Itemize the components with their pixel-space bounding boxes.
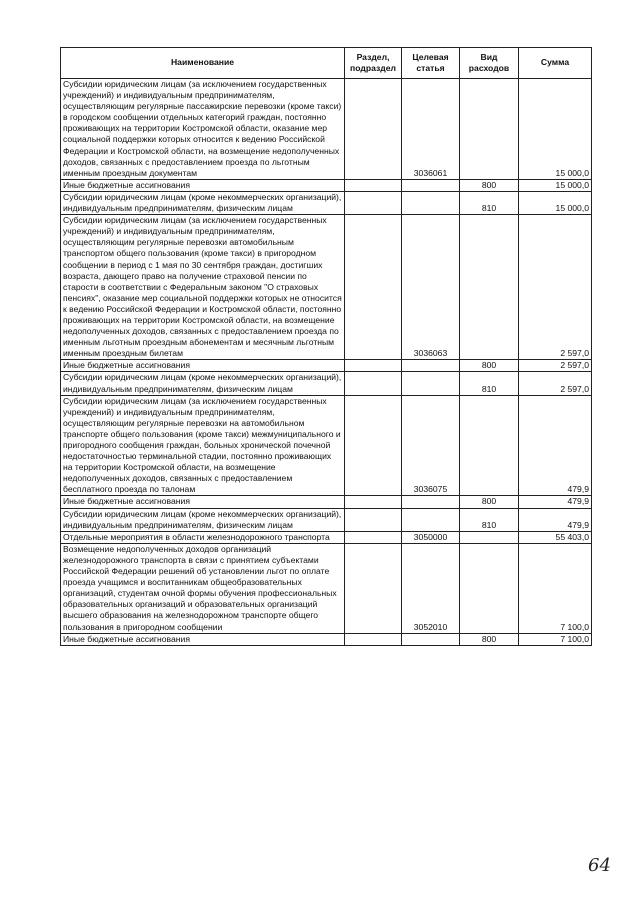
row-name: Иные бюджетные ассигнования: [61, 496, 345, 508]
row-section: [345, 179, 402, 191]
row-type: 800: [460, 633, 519, 645]
row-name: Субсидии юридическим лицам (за исключением государственных учреждений) и индивидуальным предпринимателям, осуществляющим регулярные перевозки на автомобильном транспорте общего пользования (кроме такси) межмуниципального и пригородного сообщения граждан, больных хронической почечной недостаточностью терминальной стадии, постоянно проживающих на территории Костромской области, на возмещение недополученных доходов, связанных с предоставлением бесплатного проезда по талонам: [61, 395, 345, 496]
row-type: [460, 543, 519, 633]
row-name: Субсидии юридическим лицам (кроме некоммерческих организаций), индивидуальным предпринимателям, физическим лицам: [61, 191, 345, 214]
table-row: [61, 179, 592, 191]
row-type: [460, 531, 519, 543]
row-type: 800: [460, 179, 519, 191]
row-section: [345, 215, 402, 360]
table-row: [61, 372, 592, 395]
row-section: [345, 395, 402, 496]
row-sum: 7 100,0: [519, 543, 592, 633]
row-name: Субсидии юридическим лицам (за исключением государственных учреждений) и индивидуальным предпринимателям, осуществляющим регулярные перевозки автомобильным транспортом общего пользования (кроме такси) в пригородном сообщении в период с 1 мая по 30 сентября граждан, достигших возраста, дающего право на получение страховой пенсии по старости в соответствии с Федеральным законом "О страховых пенсиях", оказание мер социальной поддержки которых не относится к ведению Российской Федерации и Костромской области, постоянно проживающих на территории Костромской области, на возмещение недополученных доходов, связанных с предоставлением проезда по именным льготным проездным абонементам и месячным льготным именным проездным билетам: [61, 215, 345, 360]
row-type: 800: [460, 496, 519, 508]
row-type: 810: [460, 191, 519, 214]
row-target: 3052010: [402, 543, 460, 633]
row-name: Возмещение недополученных доходов организаций железнодорожного транспорта в связи с принятием субъектами Российской Федерации решений об установлении льгот по оплате проезда учащимся и воспитанникам общеобразовательных организаций, студентам очной формы обучения профессиональных образовательных организаций и образовательных организаций высшего образования на железнодорожном транспорте общего пользования в пригородном сообщении: [61, 543, 345, 633]
header-name: Наименование: [61, 48, 345, 79]
table-row: [61, 531, 592, 543]
row-name: Иные бюджетные ассигнования: [61, 633, 345, 645]
row-section: [345, 496, 402, 508]
table-header-row: [61, 48, 592, 79]
row-sum: 7 100,0: [519, 633, 592, 645]
row-target: [402, 179, 460, 191]
row-target: [402, 372, 460, 395]
row-section: [345, 360, 402, 372]
table-row: [61, 508, 592, 531]
table-row: [61, 395, 592, 496]
row-type: [460, 395, 519, 496]
table-row: [61, 191, 592, 214]
header-target: Целевая статья: [402, 48, 460, 79]
row-name: Иные бюджетные ассигнования: [61, 360, 345, 372]
row-name: Иные бюджетные ассигнования: [61, 179, 345, 191]
row-target: [402, 496, 460, 508]
row-name: Субсидии юридическим лицам (кроме некоммерческих организаций), индивидуальным предпринимателям, физическим лицам: [61, 508, 345, 531]
row-target: [402, 191, 460, 214]
row-sum: 15 000,0: [519, 191, 592, 214]
row-name: Субсидии юридическим лицам (за исключением государственных учреждений) и индивидуальным предпринимателям, осуществляющим регулярные пассажирские перевозки (кроме такси) в городском сообщении отдельных категорий граждан, постоянно проживающих на территории Костромской области, оказание мер социальной поддержки которых относится к ведению Российской Федерации и Костромской области, на возмещение недополученных доходов, связанных с предоставлением проезда по льготным именным проездным документам: [61, 79, 345, 180]
header-sum: Сумма: [519, 48, 592, 79]
row-target: 3036075: [402, 395, 460, 496]
row-section: [345, 543, 402, 633]
row-section: [345, 372, 402, 395]
row-type: [460, 79, 519, 180]
row-sum: 15 000,0: [519, 179, 592, 191]
row-sum: 2 597,0: [519, 215, 592, 360]
page-number: 64: [588, 855, 611, 876]
table-row: [61, 633, 592, 645]
row-type: 800: [460, 360, 519, 372]
row-sum: 479,9: [519, 508, 592, 531]
row-target: [402, 633, 460, 645]
header-type: Вид расходов: [460, 48, 519, 79]
table-row: [61, 360, 592, 372]
table-row: [61, 496, 592, 508]
row-sum: 2 597,0: [519, 372, 592, 395]
row-sum: 2 597,0: [519, 360, 592, 372]
header-section: Раздел, подраздел: [345, 48, 402, 79]
row-target: 3036061: [402, 79, 460, 180]
row-sum: 479,9: [519, 496, 592, 508]
row-sum: 15 000,0: [519, 79, 592, 180]
table-row: [61, 543, 592, 633]
row-type: 810: [460, 508, 519, 531]
budget-table: [60, 47, 592, 646]
row-name: Отдельные мероприятия в области железнодорожного транспорта: [61, 531, 345, 543]
row-target: 3050000: [402, 531, 460, 543]
row-section: [345, 508, 402, 531]
row-section: [345, 531, 402, 543]
row-section: [345, 633, 402, 645]
row-target: 3036063: [402, 215, 460, 360]
row-type: 810: [460, 372, 519, 395]
row-name: Субсидии юридическим лицам (кроме некоммерческих организаций), индивидуальным предпринимателям, физическим лицам: [61, 372, 345, 395]
row-sum: 55 403,0: [519, 531, 592, 543]
row-type: [460, 215, 519, 360]
row-target: [402, 508, 460, 531]
table-row: [61, 215, 592, 360]
row-sum: 479,9: [519, 395, 592, 496]
row-section: [345, 79, 402, 180]
table-row: [61, 79, 592, 180]
row-target: [402, 360, 460, 372]
row-section: [345, 191, 402, 214]
